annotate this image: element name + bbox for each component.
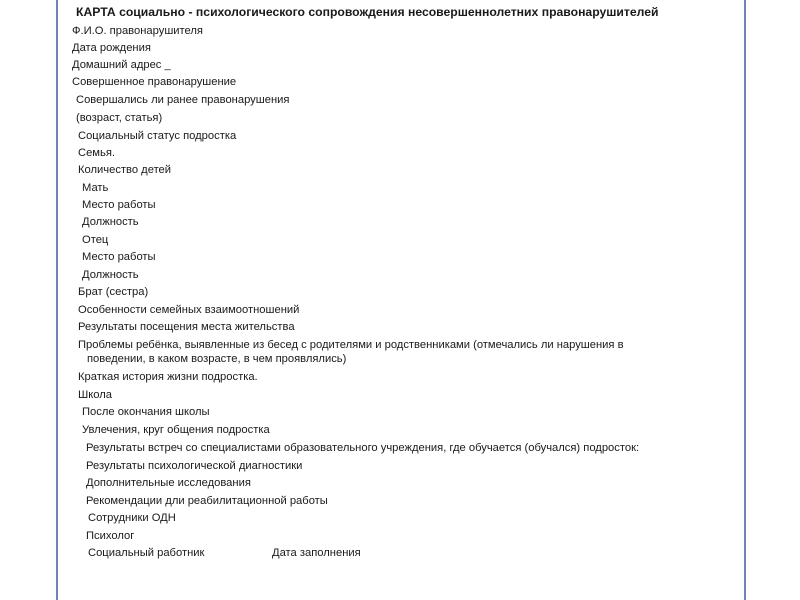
field-mother: Мать: [82, 182, 109, 194]
field-after-school: После окончания школы: [82, 406, 210, 418]
field-school: Школа: [78, 389, 112, 401]
field-social-worker: Социальный работник: [88, 547, 205, 559]
field-social-status: Социальный статус подростка: [78, 130, 237, 142]
document-title: КАРТА социально - психологического сопровождения несовершеннолетних правонарушителей: [76, 5, 659, 19]
field-additional-research: Дополнительные исследования: [86, 477, 251, 489]
field-specialists-meetings: Результаты встреч со специалистами образовательного учреждения, где обучается (обучался) подросток:: [86, 442, 640, 454]
document-page: [56, 0, 746, 600]
field-family: Семья.: [78, 147, 115, 159]
field-offense: Совершенное правонарушение: [72, 76, 237, 88]
field-psychologist: Психолог: [86, 530, 135, 542]
field-sibling: Брат (сестра): [78, 286, 149, 298]
field-age-article: (возраст, статья): [76, 112, 163, 124]
field-birth-date: Дата рождения: [72, 42, 151, 54]
field-father: Отец: [82, 234, 109, 246]
field-fill-date: Дата заполнения: [272, 547, 361, 559]
field-mother-position: Должность: [82, 216, 139, 228]
field-problems-line2: поведении, в каком возрасте, в чем проявлялись): [87, 353, 347, 365]
field-family-relations: Особенности семейных взаимоотношений: [78, 304, 300, 316]
field-prior-offenses: Совершались ли ранее правонарушения: [76, 94, 290, 106]
field-hobbies: Увлечения, круг общения подростка: [82, 424, 270, 436]
field-father-position: Должность: [82, 269, 139, 281]
field-rehab-recommendations: Рекомендации дли реабилитационной работы: [86, 495, 328, 507]
field-father-workplace: Место работы: [82, 251, 156, 263]
field-problems-line1: Проблемы ребёнка, выявленные из бесед с родителями и родственниками (отмечались ли нарушения в: [78, 339, 624, 351]
field-psych-diagnostics: Результаты психологической диагностики: [86, 460, 303, 472]
field-mother-workplace: Место работы: [82, 199, 156, 211]
field-odn-staff: Сотрудники ОДН: [88, 512, 176, 524]
field-life-history: Краткая история жизни подростка.: [78, 371, 258, 383]
field-problems: [78, 338, 624, 366]
field-home-address: Домашний адрес _: [72, 59, 171, 71]
field-children-count: Количество детей: [78, 164, 172, 176]
field-home-visit: Результаты посещения места жительства: [78, 321, 295, 333]
field-fio: Ф.И.О. правонарушителя: [72, 25, 203, 37]
